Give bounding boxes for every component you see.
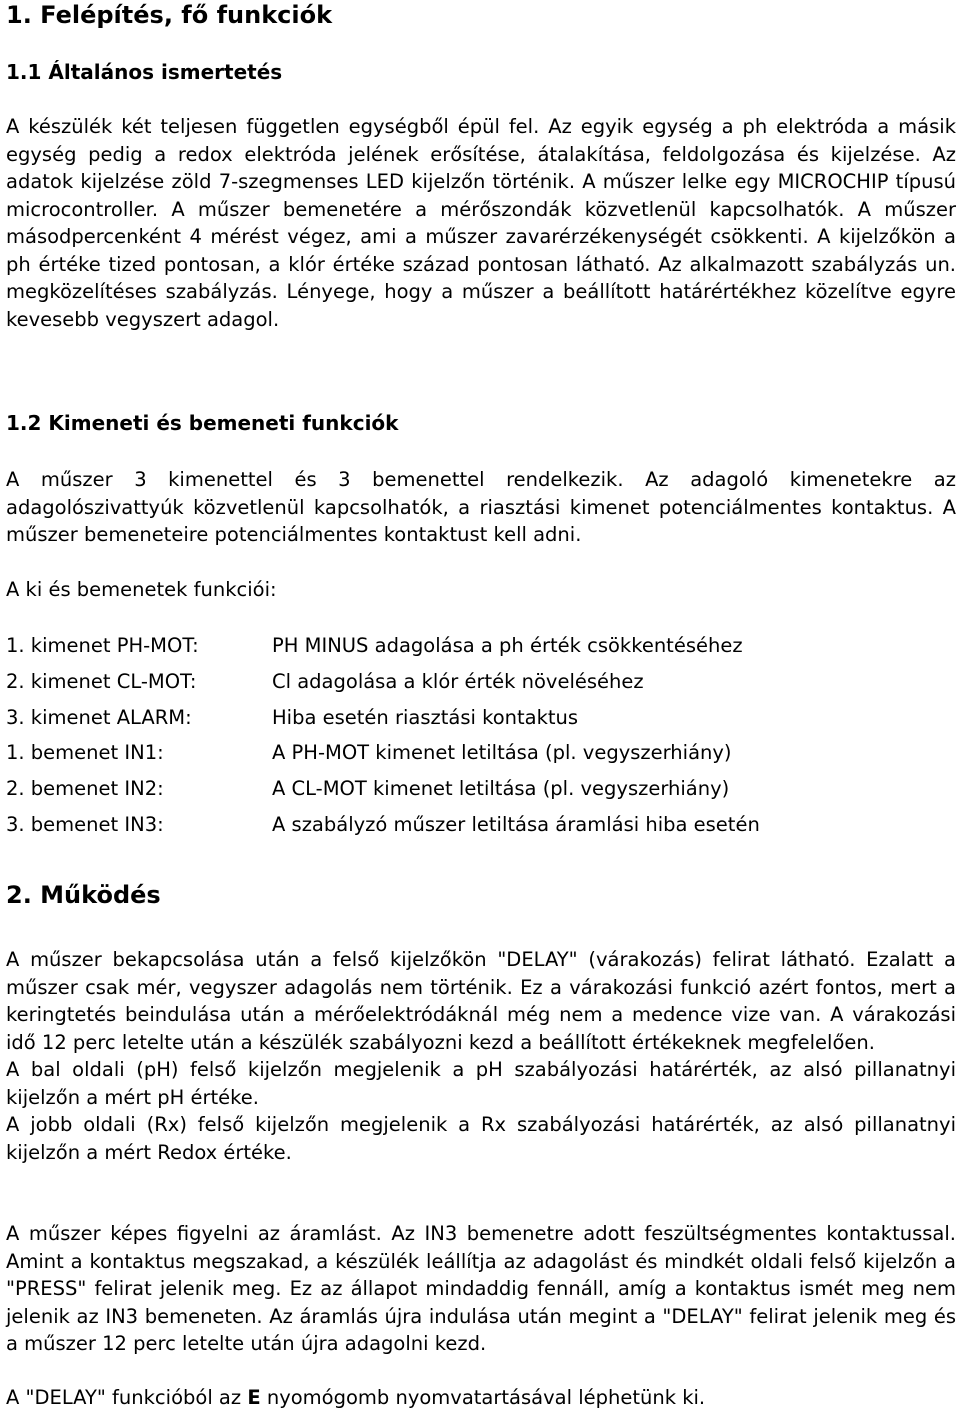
io-value: PH MINUS adagolása a ph érték csökkentéséhez (272, 634, 743, 657)
flow-monitoring-paragraph: A műszer képes figyelni az áramlást. Az IN3 bemenetre adott feszültségmentes kontaktussal. Amint a kontaktus megszakad, a készülék leállítja az adagolást és mindkét oldali felső kijelzőn a "PRESS" felirat jelenik meg. Ez az állapot mindaddig fennáll, amíg a kontaktus ismét meg nem jelenik az IN3 bemeneten. Az áramlás újra indulása után megint a "DELAY" felirat jelenik meg és a műszer 12 perc letelte után újra adagolni kezd. (6, 1222, 956, 1355)
operation-paragraph-ph-display: A bal oldali (pH) felső kijelzőn megjelenik a pH szabályozási határérték, az alsó pillanatnyi kijelzőn a mért pH értéke. (6, 1058, 956, 1109)
io-key: 1. kimenet PH-MOT: (6, 634, 199, 657)
operation-block (6, 946, 956, 1166)
io-functions-label: A ki és bemenetek funkciói: (6, 578, 277, 601)
io-value: A szabályzó műszer letiltása áramlási hiba esetén (272, 812, 760, 836)
section-1-2-heading: 1.2 Kimeneti és bemeneti funkciók (6, 411, 399, 435)
io-description-paragraph: A műszer 3 kimenettel és 3 bemenettel rendelkezik. Az adagoló kimenetekre az adagolószivattyúk közvetlenül kapcsolhatók, a riasztási kimenet potenciálmentes kontaktus. A műszer bemeneteire potenciálmentes kontaktust kell adni. (6, 468, 956, 546)
io-key: 3. bemenet IN3: (6, 812, 164, 836)
delay-exit-text-start: A "DELAY" funkcióból az (6, 1386, 248, 1409)
io-functions-table (6, 628, 760, 843)
io-row (6, 771, 760, 807)
io-row (6, 735, 760, 771)
io-value: Cl adagolása a klór érték növeléséhez (272, 669, 644, 693)
section-1-1-heading: 1.1 Általános ismertetés (6, 60, 283, 84)
general-description-paragraph: A készülék két teljesen független egységből épül fel. Az egyik egység a ph elektróda a másik egység pedig a redox elektróda jelének erősítése, átalakítása, feldolgozása és kijelzése. Az adatok kijelzése zöld 7-szegmenses LED kijelzőn történik. A műszer lelke egy MICROCHIP típusú microcontroller. A műszer bemenetére a mérőszondák közvetlenül kapcsolhatók. A műszer másodpercenként 4 mérést végez, ami a műszer zavarérzékenységét csökkenti. A kijelzőkön a ph értéke tized pontosan, a klór értéke század pontosan látható. Az alkalmazott szabályzás un. megközelítéses szabályzás. Lényege, hogy a műszer a beállított határértékhez közelítve egyre kevesebb vegyszert adagol. (6, 115, 956, 331)
io-row (6, 628, 760, 664)
delay-exit-text-end: nyomógomb nyomvatartásával léphetünk ki. (260, 1386, 706, 1409)
operation-paragraph-delay: A műszer bekapcsolása után a felső kijelzőkön "DELAY" (várakozás) felirat látható. Ezalatt a műszer csak mér, vegyszer adagolás nem történik. Ez a várakozási funkció azért fontos, mert a keringtetés beindulása után a mérőelektródáknál még nem a medence vize van. A várakozási idő 12 perc letelte után a készülék szabályozni kezd a beállított értékeknek megfelelően. (6, 948, 956, 1054)
io-row (6, 700, 760, 736)
section-2-heading: 2. Működés (6, 881, 161, 909)
io-key: 2. bemenet IN2: (6, 777, 164, 801)
io-value: A CL-MOT kimenet letiltása (pl. vegyszerhiány) (272, 777, 730, 801)
io-row (6, 807, 760, 843)
io-key: 1. bemenet IN1: (6, 741, 164, 765)
io-row (6, 664, 760, 700)
io-key: 2. kimenet CL-MOT: (6, 669, 197, 693)
e-button-label: E (247, 1386, 261, 1409)
delay-exit-paragraph (6, 1384, 705, 1412)
io-value: Hiba esetén riasztási kontaktus (272, 705, 579, 729)
section-1-heading: 1. Felépítés, fő funkciók (6, 1, 333, 29)
io-value: A PH-MOT kimenet letiltása (pl. vegyszerhiány) (272, 741, 732, 765)
io-key: 3. kimenet ALARM: (6, 705, 192, 729)
operation-paragraph-rx-display: A jobb oldali (Rx) felső kijelzőn megjelenik a Rx szabályozási határérték, az alsó pillanatnyi kijelzőn a mért Redox értéke. (6, 1113, 956, 1164)
